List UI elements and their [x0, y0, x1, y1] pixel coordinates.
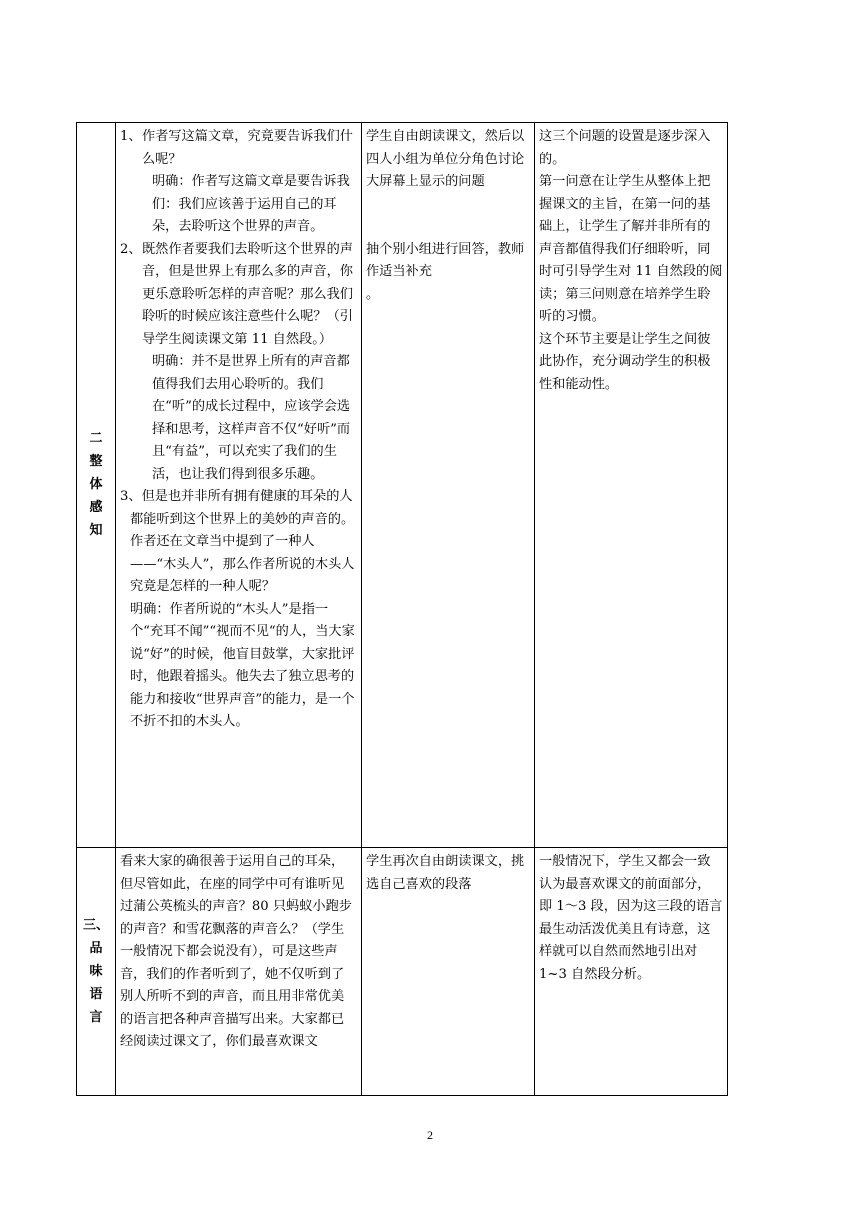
answer-text: 明确：并不是世界上所有的声音都值得我们去用心聆听的。我们在“听”的成长过程中，应该学会选择和思考，这样声音不仅“好听”而且“有益”，可以充实了我们的生活，也让我们得到很多乐趣。 — [152, 354, 351, 482]
answer-text: 明确：作者所说的“木头人”是指一个“充耳不闻”“视而不见“的人，当大家说“好”的时候，他盲目鼓掌，大家批评时，他跟着摇头。他失去了独立思考的能力和接收“世界声音”的能力，是一个不折不扣的木头人。 — [130, 601, 355, 729]
stage-cell — [77, 848, 116, 1096]
design-intent-cell — [535, 123, 728, 848]
design-intent-text: 一般情况下，学生又都会一致认为最喜欢课文的前面部分，即 1～3 段，因为这三段的语言最生动活泼优美且有诗意，这样就可以自然而然地引出对 1~3 自然段分析。 — [539, 854, 723, 982]
design-intent-text: 这三个问题的设置是逐步深入的。 — [539, 129, 711, 167]
question-text: 既然作者要我们去聆听这个世界的声音，但是世界上有那么多的声音，你更乐意聆听怎样的声音呢？那么我们聆听的时候应该注意些什么呢？（引导学生阅读课文第 11 自然段。） — [142, 241, 353, 347]
design-intent-cell — [535, 848, 728, 1096]
question-text: 作者写这篇文章，究竟要告诉我们什么呢？ — [142, 129, 353, 167]
answer-text: 明确：作者写这篇文章是要告诉我们：我们应该善于运用自己的耳朵，去聆听这个世界的声音。 — [152, 174, 350, 234]
stage-label: 二 整 体 感 知 — [89, 431, 103, 539]
question-3: 3、但是也并非所有拥有健康的耳朵的人都能听到这个世界上的美妙的声音的。作者还在文章当中提到了一种人——“木头人”，那么作者所说的木头人究竟是怎样的一种人呢？ — [120, 489, 355, 594]
content-cell — [116, 848, 362, 1096]
stage-cell — [77, 123, 116, 848]
student-activity-text: 学生自由朗读课文，然后以四人小组为单位分角色讨论大屏幕上显示的问题 — [366, 129, 525, 189]
student-activity-cell — [362, 848, 535, 1096]
stage-label: 三、 品 味 语 言 — [82, 917, 109, 1025]
student-activity-text: 。 — [366, 286, 380, 302]
design-intent-text: 第一问意在让学生从整体上把握课文的主旨，在第一问的基础上，让学生了解并非所有的声音都值得我们仔细聆听，同时可引导学生对 11 自然段的阅读；第三问则意在培养学生聆听的习惯。 — [539, 174, 723, 324]
content-text: 看来大家的确很善于运用自己的耳朵，但尽管如此，在座的同学中可有谁听见过蒲公英梳头的声音？80 只蚂蚁小跑步的声音？和雪花飘落的声音么？（学生一般情况下都会说没有），可是这些声音，我们的作者听到了，她不仅听到了别人所听不到的声音，而且用非常优美的语言把各种声音描写出来。大家都已经阅读过课文了，你们最喜欢课文 — [120, 854, 352, 1049]
question-2 — [120, 239, 357, 352]
student-activity-cell — [362, 123, 535, 848]
question-1 — [120, 126, 357, 171]
student-activity-text: 抽个别小组进行回答，教师作适当补充 — [366, 241, 525, 279]
lesson-plan-table — [76, 122, 728, 1096]
question-number: 2、 — [120, 241, 142, 257]
content-cell — [116, 123, 362, 848]
table-row — [77, 848, 728, 1096]
page-number: 2 — [427, 1128, 433, 1142]
question-number: 1、 — [120, 129, 142, 144]
design-intent-text: 这个环节主要是让学生之间彼此协作，充分调动学生的积极性和能动性。 — [539, 331, 711, 392]
student-activity-text: 学生再次自由朗读课文，挑选自己喜欢的段落 — [366, 854, 525, 892]
table-row — [77, 123, 728, 848]
